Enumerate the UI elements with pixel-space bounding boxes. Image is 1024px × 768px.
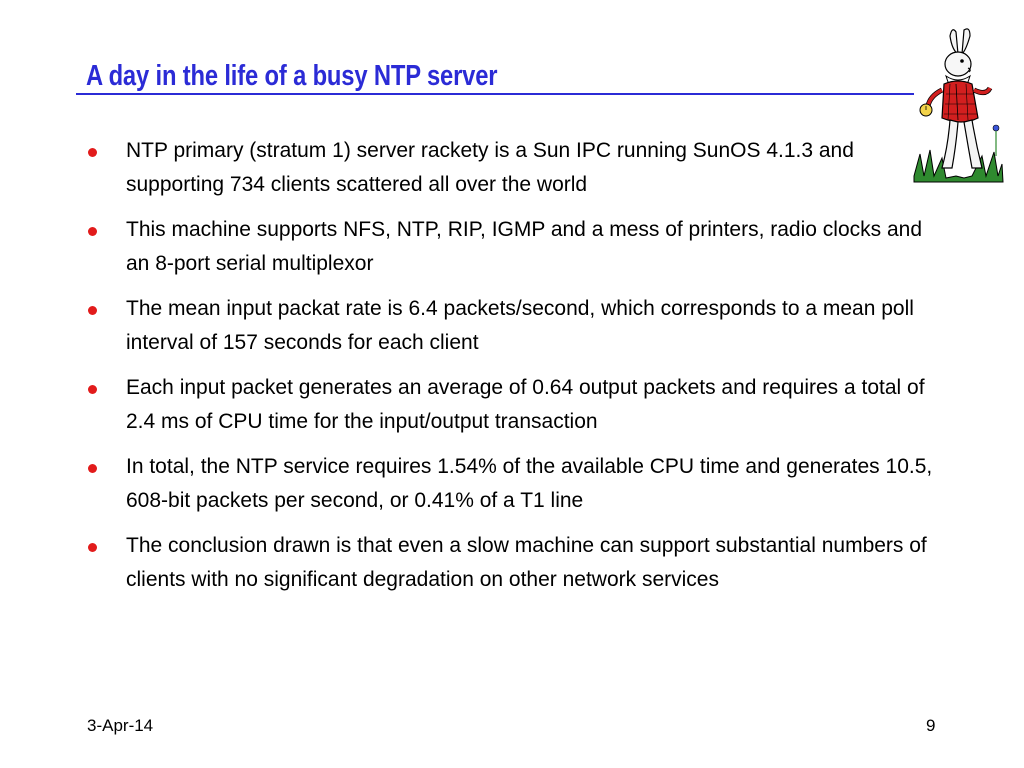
page-number: 9 (926, 716, 936, 735)
bullet-dot-icon (88, 543, 97, 552)
bullet-item (86, 371, 936, 439)
bullet-item (86, 450, 936, 518)
bullet-dot-icon (88, 227, 97, 236)
bullet-dot-icon (88, 464, 97, 473)
bullet-item (86, 213, 936, 281)
bullet-text: NTP primary (stratum 1) server rackety is a Sun IPC running SunOS 4.1.3 and supporting 734 clients scattered all over the world (126, 139, 854, 196)
bullet-item (86, 292, 936, 360)
bullet-item (86, 134, 936, 202)
footer-date: 3-Apr-14 (87, 716, 154, 735)
slide-title: A day in the life of a busy NTP server (86, 60, 498, 92)
bullet-dot-icon (88, 306, 97, 315)
bullet-item (86, 529, 936, 597)
bullet-text: The conclusion drawn is that even a slow machine can support substantial numbers of clients with no significant degradation on other network services (126, 534, 927, 591)
title-underline (76, 93, 914, 95)
bullet-dot-icon (88, 148, 97, 157)
bullet-text: This machine supports NFS, NTP, RIP, IGMP and a mess of printers, radio clocks and an 8-port serial multiplexor (126, 218, 923, 275)
bullet-text: The mean input packat rate is 6.4 packets/second, which corresponds to a mean poll interval of 157 seconds for each client (126, 297, 914, 354)
bullet-text: Each input packet generates an average of 0.64 output packets and requires a total of 2.4 ms of CPU time for the input/output transaction (126, 376, 925, 433)
bullet-dot-icon (88, 385, 97, 394)
bullet-list (86, 134, 936, 608)
bullet-text: In total, the NTP service requires 1.54% of the available CPU time and generates 10.5, 608-bit packets per second, or 0.41% of a T1 line (126, 455, 933, 512)
